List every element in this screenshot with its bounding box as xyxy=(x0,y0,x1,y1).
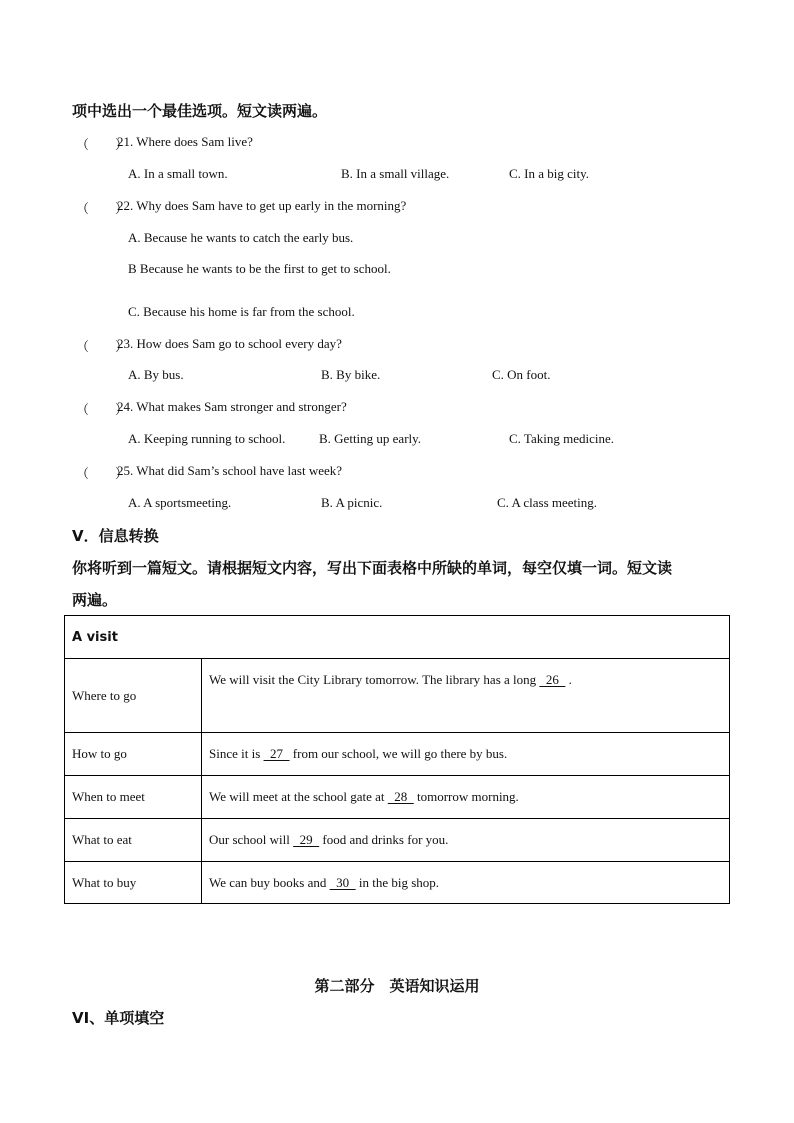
question-23: 23. How does Sam go to school every day? xyxy=(117,336,342,351)
answer-paren: （ ） xyxy=(76,466,129,481)
row-label: How to go xyxy=(65,733,202,776)
option-24-a: A. Keeping running to school. xyxy=(128,431,286,446)
info-table xyxy=(64,615,730,904)
section-6-title: VI、单项填空 xyxy=(72,1009,165,1027)
option-22-b: B Because he wants to be the first to get to school. xyxy=(128,261,391,276)
table-row xyxy=(65,733,730,776)
blank-29[interactable]: 29 xyxy=(293,832,320,847)
row-content: We will visit the City Library tomorrow. The library has a long 26 . xyxy=(202,659,730,733)
option-25-b: B. A picnic. xyxy=(321,495,383,510)
row-label: What to buy xyxy=(65,862,202,904)
option-24-c: C. Taking medicine. xyxy=(509,431,614,446)
blank-28[interactable]: 28 xyxy=(387,789,414,804)
instruction-text: 项中选出一个最佳选项。短文读两遍。 xyxy=(72,102,328,120)
table-row xyxy=(65,862,730,904)
answer-paren: （ ） xyxy=(76,201,129,216)
option-24-b: B. Getting up early. xyxy=(319,431,422,446)
option-21-b: B. In a small village. xyxy=(341,166,450,181)
option-25-a: A. A sportsmeeting. xyxy=(128,495,232,510)
row-content: We will meet at the school gate at 28 tomorrow morning. xyxy=(202,776,730,819)
option-23-c: C. On foot. xyxy=(492,367,551,382)
table-row xyxy=(65,819,730,862)
part-2-title: 第二部分 英语知识运用 xyxy=(314,977,480,995)
blank-27[interactable]: 27 xyxy=(263,746,290,761)
row-label: What to eat xyxy=(65,819,202,862)
answer-paren: （ ） xyxy=(76,402,129,417)
answer-paren: （ ） xyxy=(76,137,129,152)
section-5-instruction: 你将听到一篇短文。请根据短文内容，写出下面表格中所缺的单词，每空仅填一词。短文读 xyxy=(72,559,673,577)
option-21-c: C. In a big city. xyxy=(509,166,590,181)
question-22: 22. Why does Sam have to get up early in the morning? xyxy=(117,198,407,213)
blank-30[interactable]: 30 xyxy=(329,874,356,890)
table-row xyxy=(65,659,730,733)
answer-paren: （ ） xyxy=(76,339,129,354)
question-24: 24. What makes Sam stronger and stronger? xyxy=(117,399,347,414)
row-label: When to meet xyxy=(65,776,202,819)
option-22-c: C. Because his home is far from the school. xyxy=(128,304,355,319)
option-25-c: C. A class meeting. xyxy=(497,495,598,510)
question-25: 25. What did Sam’s school have last week? xyxy=(117,463,343,478)
option-23-a: A. By bus. xyxy=(128,367,184,382)
question-21: 21. Where does Sam live? xyxy=(117,134,253,149)
option-23-b: B. By bike. xyxy=(321,367,381,382)
row-content: Our school will 29 food and drinks for you. xyxy=(202,819,730,862)
option-22-a: A. Because he wants to catch the early bus. xyxy=(128,230,354,245)
row-label: Where to go xyxy=(65,659,202,733)
option-21-a: A. In a small town. xyxy=(128,166,228,181)
section-5-instruction-cont: 两遍。 xyxy=(72,591,118,609)
table-header-row xyxy=(65,616,730,659)
row-content: We can buy books and 30 in the big shop. xyxy=(202,862,730,904)
row-content: Since it is 27 from our school, we will go there by bus. xyxy=(202,733,730,776)
table-row xyxy=(65,776,730,819)
section-5-title: V．信息转换 xyxy=(72,527,159,545)
table-header: A visit xyxy=(65,616,730,659)
blank-26[interactable]: 26 xyxy=(539,672,566,687)
